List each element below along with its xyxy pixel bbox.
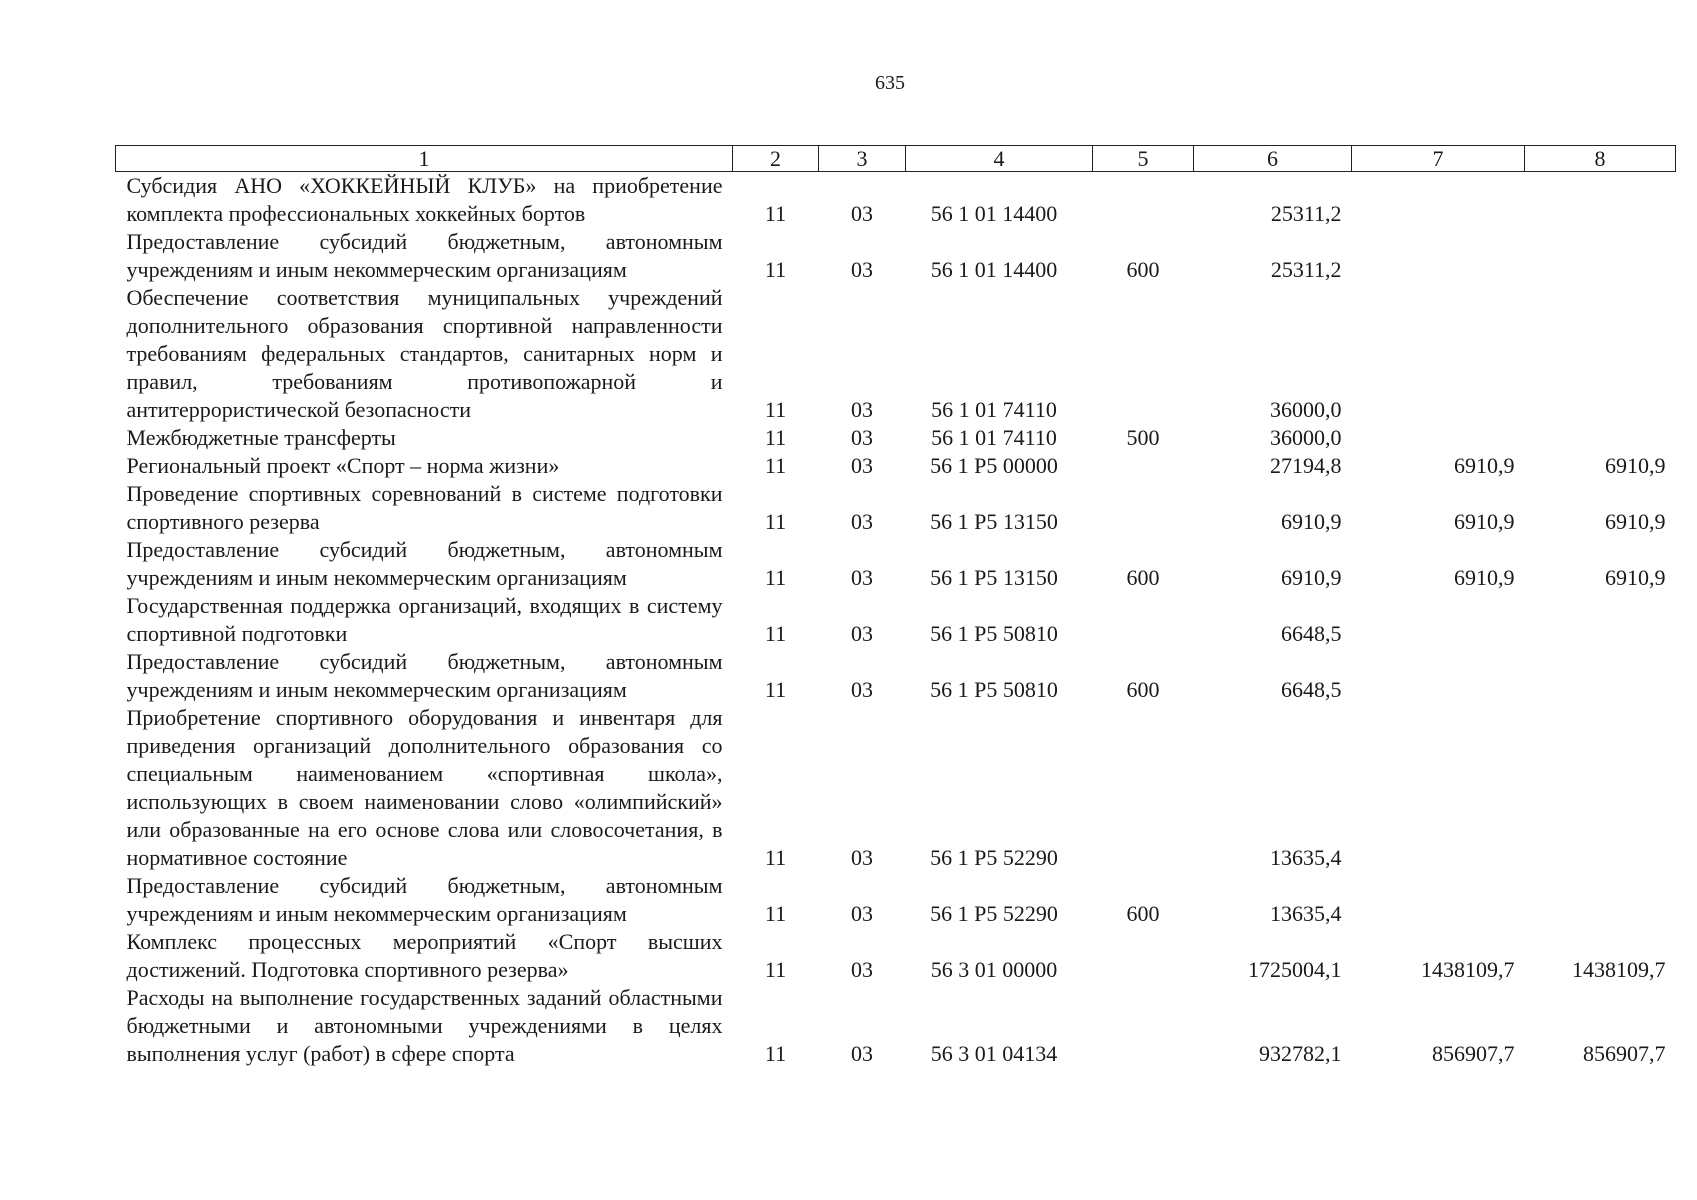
row-subsection: 03 bbox=[851, 845, 873, 870]
row-subsection: 03 bbox=[851, 621, 873, 646]
row-amount-year1: 6910,9 bbox=[1281, 509, 1342, 534]
row-amount-year2: 6910,9 bbox=[1454, 509, 1515, 534]
row-target-article: 56 3 01 00000 bbox=[930, 957, 1058, 982]
row-amount-year3 bbox=[1525, 172, 1676, 229]
header-cell: 4 bbox=[906, 146, 1093, 172]
row-description: Государственная поддержка организаций, входящих в систему спортивной подготовки bbox=[126, 593, 723, 646]
table-header-row bbox=[116, 146, 1676, 172]
row-target-article: 56 3 01 04134 bbox=[930, 1041, 1058, 1066]
row-section: 11 bbox=[764, 621, 787, 646]
row-target-article: 56 1 Р5 52290 bbox=[930, 845, 1058, 870]
row-expense-type: 600 bbox=[1126, 677, 1160, 702]
row-amount-year1: 25311,2 bbox=[1270, 201, 1342, 226]
row-expense-type bbox=[1093, 480, 1194, 536]
table-row bbox=[116, 172, 1676, 229]
table-row bbox=[116, 284, 1676, 424]
row-section: 11 bbox=[764, 1041, 787, 1066]
row-subsection: 03 bbox=[851, 201, 873, 226]
row-expense-type bbox=[1093, 928, 1194, 984]
row-expense-type: 500 bbox=[1126, 425, 1160, 450]
row-section: 11 bbox=[764, 677, 787, 702]
row-description: Субсидия АНО «ХОККЕЙНЫЙ КЛУБ» на приобретение комплекта профессиональных хоккейных бортов bbox=[126, 173, 723, 226]
row-subsection: 03 bbox=[851, 257, 873, 282]
budget-table bbox=[115, 145, 1676, 1068]
row-section: 11 bbox=[764, 509, 787, 534]
row-target-article: 56 1 01 14400 bbox=[930, 201, 1058, 226]
row-expense-type: 600 bbox=[1126, 565, 1160, 590]
row-amount-year2 bbox=[1352, 228, 1525, 284]
row-description: Предоставление субсидий бюджетным, автономным учреждениям и иным некоммерческим организациям bbox=[126, 229, 723, 282]
table-row bbox=[116, 424, 1676, 452]
row-amount-year2: 1438109,7 bbox=[1421, 957, 1515, 982]
row-description: Комплекс процессных мероприятий «Спорт высших достижений. Подготовка спортивного резерва» bbox=[126, 929, 723, 982]
row-target-article: 56 1 Р5 00000 bbox=[930, 453, 1058, 478]
row-amount-year2: 6910,9 bbox=[1454, 453, 1515, 478]
row-expense-type bbox=[1093, 984, 1194, 1068]
row-amount-year1: 6910,9 bbox=[1281, 565, 1342, 590]
table-row bbox=[116, 592, 1676, 648]
row-section: 11 bbox=[764, 201, 787, 226]
row-target-article: 56 1 01 14400 bbox=[930, 257, 1058, 282]
row-amount-year1: 13635,4 bbox=[1270, 845, 1342, 870]
row-section: 11 bbox=[764, 565, 787, 590]
row-target-article: 56 1 Р5 52290 bbox=[930, 901, 1058, 926]
row-target-article: 56 1 01 74110 bbox=[931, 425, 1057, 450]
row-amount-year3 bbox=[1525, 592, 1676, 648]
row-section: 11 bbox=[764, 957, 787, 982]
row-amount-year2 bbox=[1352, 648, 1525, 704]
row-target-article: 56 1 Р5 50810 bbox=[930, 621, 1058, 646]
table-row bbox=[116, 872, 1676, 928]
table-row bbox=[116, 648, 1676, 704]
row-amount-year3 bbox=[1525, 228, 1676, 284]
row-section: 11 bbox=[764, 397, 787, 422]
table-row bbox=[116, 452, 1676, 480]
row-target-article: 56 1 01 74110 bbox=[931, 397, 1057, 422]
row-amount-year3 bbox=[1525, 648, 1676, 704]
table-row bbox=[116, 704, 1676, 872]
row-subsection: 03 bbox=[851, 957, 873, 982]
row-subsection: 03 bbox=[851, 453, 873, 478]
row-expense-type bbox=[1093, 284, 1194, 424]
row-amount-year1: 1725004,1 bbox=[1248, 957, 1342, 982]
row-subsection: 03 bbox=[851, 509, 873, 534]
table-row bbox=[116, 228, 1676, 284]
row-description: Приобретение спортивного оборудования и инвентаря для приведения организаций дополнительного образования со специальным наименованием «спортивная школа», использующих в своем наименовании слово «олимпийский» или образованные на его основе слова или словосочетания, в нормативное состояние bbox=[126, 705, 723, 870]
row-description: Обеспечение соответствия муниципальных учреждений дополнительного образования спортивной направленности требованиям федеральных стандартов, санитарных норм и правил, требованиям противопожарной и антитеррористической безопасности bbox=[126, 285, 723, 422]
row-description: Региональный проект «Спорт – норма жизни» bbox=[126, 453, 560, 478]
row-description: Предоставление субсидий бюджетным, автономным учреждениям и иным некоммерческим организациям bbox=[126, 649, 723, 702]
header-cell: 7 bbox=[1352, 146, 1525, 172]
row-section: 11 bbox=[764, 453, 787, 478]
row-subsection: 03 bbox=[851, 901, 873, 926]
row-amount-year1: 13635,4 bbox=[1270, 901, 1342, 926]
row-amount-year2 bbox=[1352, 172, 1525, 229]
row-amount-year2: 856907,7 bbox=[1432, 1041, 1515, 1066]
row-amount-year3: 6910,9 bbox=[1605, 565, 1666, 590]
table-row bbox=[116, 480, 1676, 536]
row-expense-type: 600 bbox=[1126, 901, 1160, 926]
row-target-article: 56 1 Р5 13150 bbox=[930, 509, 1058, 534]
row-amount-year2 bbox=[1352, 424, 1525, 452]
row-description: Межбюджетные трансферты bbox=[126, 425, 396, 450]
row-amount-year2 bbox=[1352, 592, 1525, 648]
header-cell: 1 bbox=[116, 146, 733, 172]
row-description: Проведение спортивных соревнований в системе подготовки спортивного резерва bbox=[126, 481, 723, 534]
header-cell: 3 bbox=[819, 146, 906, 172]
row-section: 11 bbox=[764, 257, 787, 282]
table-row bbox=[116, 536, 1676, 592]
row-description: Предоставление субсидий бюджетным, автономным учреждениям и иным некоммерческим организациям bbox=[126, 873, 723, 926]
page-number: 635 bbox=[875, 72, 905, 94]
row-amount-year3: 1438109,7 bbox=[1572, 957, 1666, 982]
header-cell: 5 bbox=[1093, 146, 1194, 172]
row-amount-year3 bbox=[1525, 284, 1676, 424]
row-amount-year1: 36000,0 bbox=[1270, 397, 1342, 422]
row-subsection: 03 bbox=[851, 425, 873, 450]
row-amount-year3 bbox=[1525, 872, 1676, 928]
row-amount-year3: 6910,9 bbox=[1605, 509, 1666, 534]
header-cell: 2 bbox=[733, 146, 819, 172]
row-amount-year3 bbox=[1525, 704, 1676, 872]
row-expense-type bbox=[1093, 172, 1194, 229]
row-section: 11 bbox=[764, 901, 787, 926]
row-description: Предоставление субсидий бюджетным, автономным учреждениям и иным некоммерческим организациям bbox=[126, 537, 723, 590]
header-cell: 6 bbox=[1194, 146, 1352, 172]
row-amount-year2 bbox=[1352, 872, 1525, 928]
row-description: Расходы на выполнение государственных заданий областными бюджетными и автономными учреждениями в целях выполнения услуг (работ) в сфере спорта bbox=[126, 985, 723, 1066]
table-row bbox=[116, 928, 1676, 984]
row-subsection: 03 bbox=[851, 397, 873, 422]
row-amount-year1: 6648,5 bbox=[1281, 677, 1342, 702]
row-expense-type bbox=[1093, 704, 1194, 872]
row-amount-year3 bbox=[1525, 424, 1676, 452]
row-section: 11 bbox=[764, 845, 787, 870]
row-amount-year1: 36000,0 bbox=[1270, 425, 1342, 450]
row-target-article: 56 1 Р5 50810 bbox=[930, 677, 1058, 702]
row-expense-type bbox=[1093, 592, 1194, 648]
row-amount-year2: 6910,9 bbox=[1454, 565, 1515, 590]
row-expense-type: 600 bbox=[1126, 257, 1160, 282]
row-subsection: 03 bbox=[851, 677, 873, 702]
row-subsection: 03 bbox=[851, 565, 873, 590]
row-expense-type bbox=[1093, 452, 1194, 480]
row-amount-year1: 27194,8 bbox=[1270, 453, 1342, 478]
row-amount-year2 bbox=[1352, 704, 1525, 872]
header-cell: 8 bbox=[1525, 146, 1676, 172]
row-target-article: 56 1 Р5 13150 bbox=[930, 565, 1058, 590]
row-amount-year3: 856907,7 bbox=[1583, 1041, 1666, 1066]
row-amount-year1: 932782,1 bbox=[1259, 1041, 1342, 1066]
row-amount-year2 bbox=[1352, 284, 1525, 424]
row-amount-year1: 6648,5 bbox=[1281, 621, 1342, 646]
row-section: 11 bbox=[764, 425, 787, 450]
row-amount-year3: 6910,9 bbox=[1605, 453, 1666, 478]
table-row bbox=[116, 984, 1676, 1068]
row-subsection: 03 bbox=[851, 1041, 873, 1066]
row-amount-year1: 25311,2 bbox=[1270, 257, 1342, 282]
